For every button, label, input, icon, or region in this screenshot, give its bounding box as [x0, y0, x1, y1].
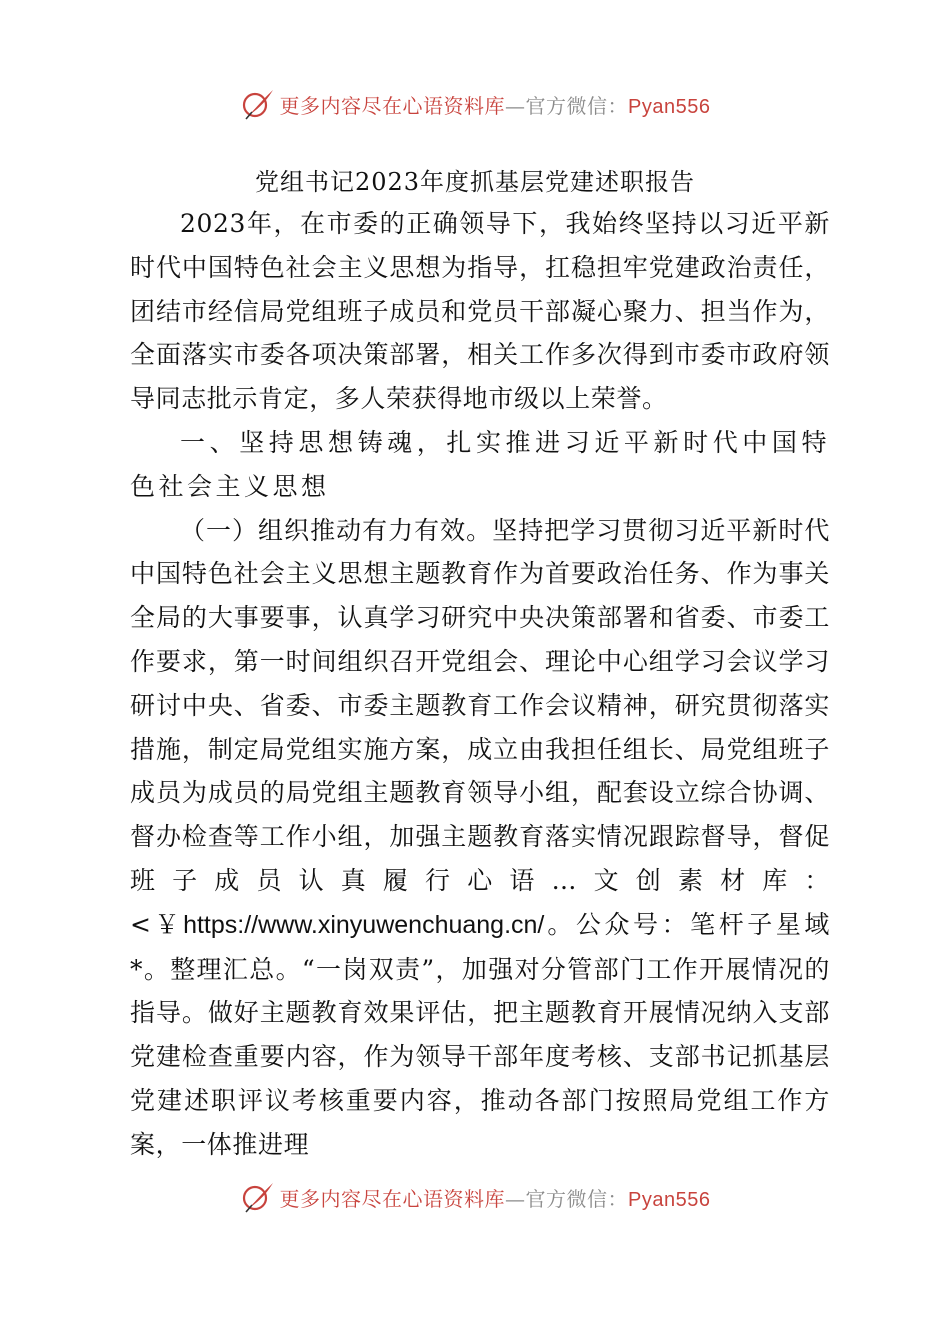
quill-logo-icon — [240, 86, 276, 122]
watermark-banner-top — [0, 82, 950, 126]
paragraph-1-text-a: （一）组织推动有力有效。坚持把学习贯彻习近平新时代中国特色社会主义思想主题教育作为首要政治任务、作为事关全局的大事要事，认真学习研究中央决策部署和省委、市委工作要求，第一时间组织召开党组会、理论中心组学习会议学习研讨中央、省委、市委主题教育工作会议精神，研究贯彻落实措施，制定局党组实施方案，成立由我担任组长、局党组班子成员为成员的局党组主题教育领导小组，配套设立综合协调、督办检查等工作小组，加强主题教育落实情况跟踪督导，督促班子成员认真履行心语…文创素材库：<￥ — [130, 515, 830, 939]
source-url-link[interactable]: https://www.xinyuwenchuang.cn/ — [183, 910, 545, 939]
watermark-text — [280, 1183, 711, 1212]
paragraph-intro: 2023年，在市委的正确领导下，我始终坚持以习近平新时代中国特色社会主义思想为指导，扛稳担牢党建政治责任，团结市经信局党组班子成员和党员干部凝心聚力、担当作为，全面落实市委各项决策部署，相关工作多次得到市委市政府领导同志批示肯定，多人荣获得地市级以上荣誉。 — [130, 209, 830, 414]
watermark-dash: — — [505, 93, 526, 118]
document-title: 党组书记2023年度抓基层党建述职报告 — [254, 168, 696, 196]
watermark-dash: — — [505, 1186, 526, 1211]
paragraph-1-text-b: 。公众号：笔杆子星域*。整理汇总。“一岗双责”，加强对分管部门工作开展情况的指导。做好主题教育效果评估，把主题教育开展情况纳入支部党建检查重要内容，作为领导干部年度考核、支部书记抓基层党建述职评议考核重要内容，推动各部门按照局党组工作方案，一体推进理 — [130, 909, 830, 1159]
section-heading-1: 一、坚持思想铸魂，扎实推进习近平新时代中国特色社会主义思想 — [130, 427, 830, 501]
watermark-main: 更多内容尽在心语资料库 — [279, 93, 506, 118]
watermark-wechat-id: Pyan556 — [628, 1188, 711, 1211]
watermark-banner-bottom — [0, 1175, 950, 1219]
paragraph-1 — [130, 509, 830, 1167]
watermark-wechat-id: Pyan556 — [628, 95, 711, 118]
watermark-text — [280, 90, 711, 119]
watermark-official: 官方微信： — [525, 93, 629, 118]
document-body — [130, 202, 830, 1167]
quill-logo-icon — [240, 1179, 276, 1215]
watermark-main: 更多内容尽在心语资料库 — [279, 1186, 506, 1211]
watermark-official: 官方微信： — [525, 1186, 629, 1211]
